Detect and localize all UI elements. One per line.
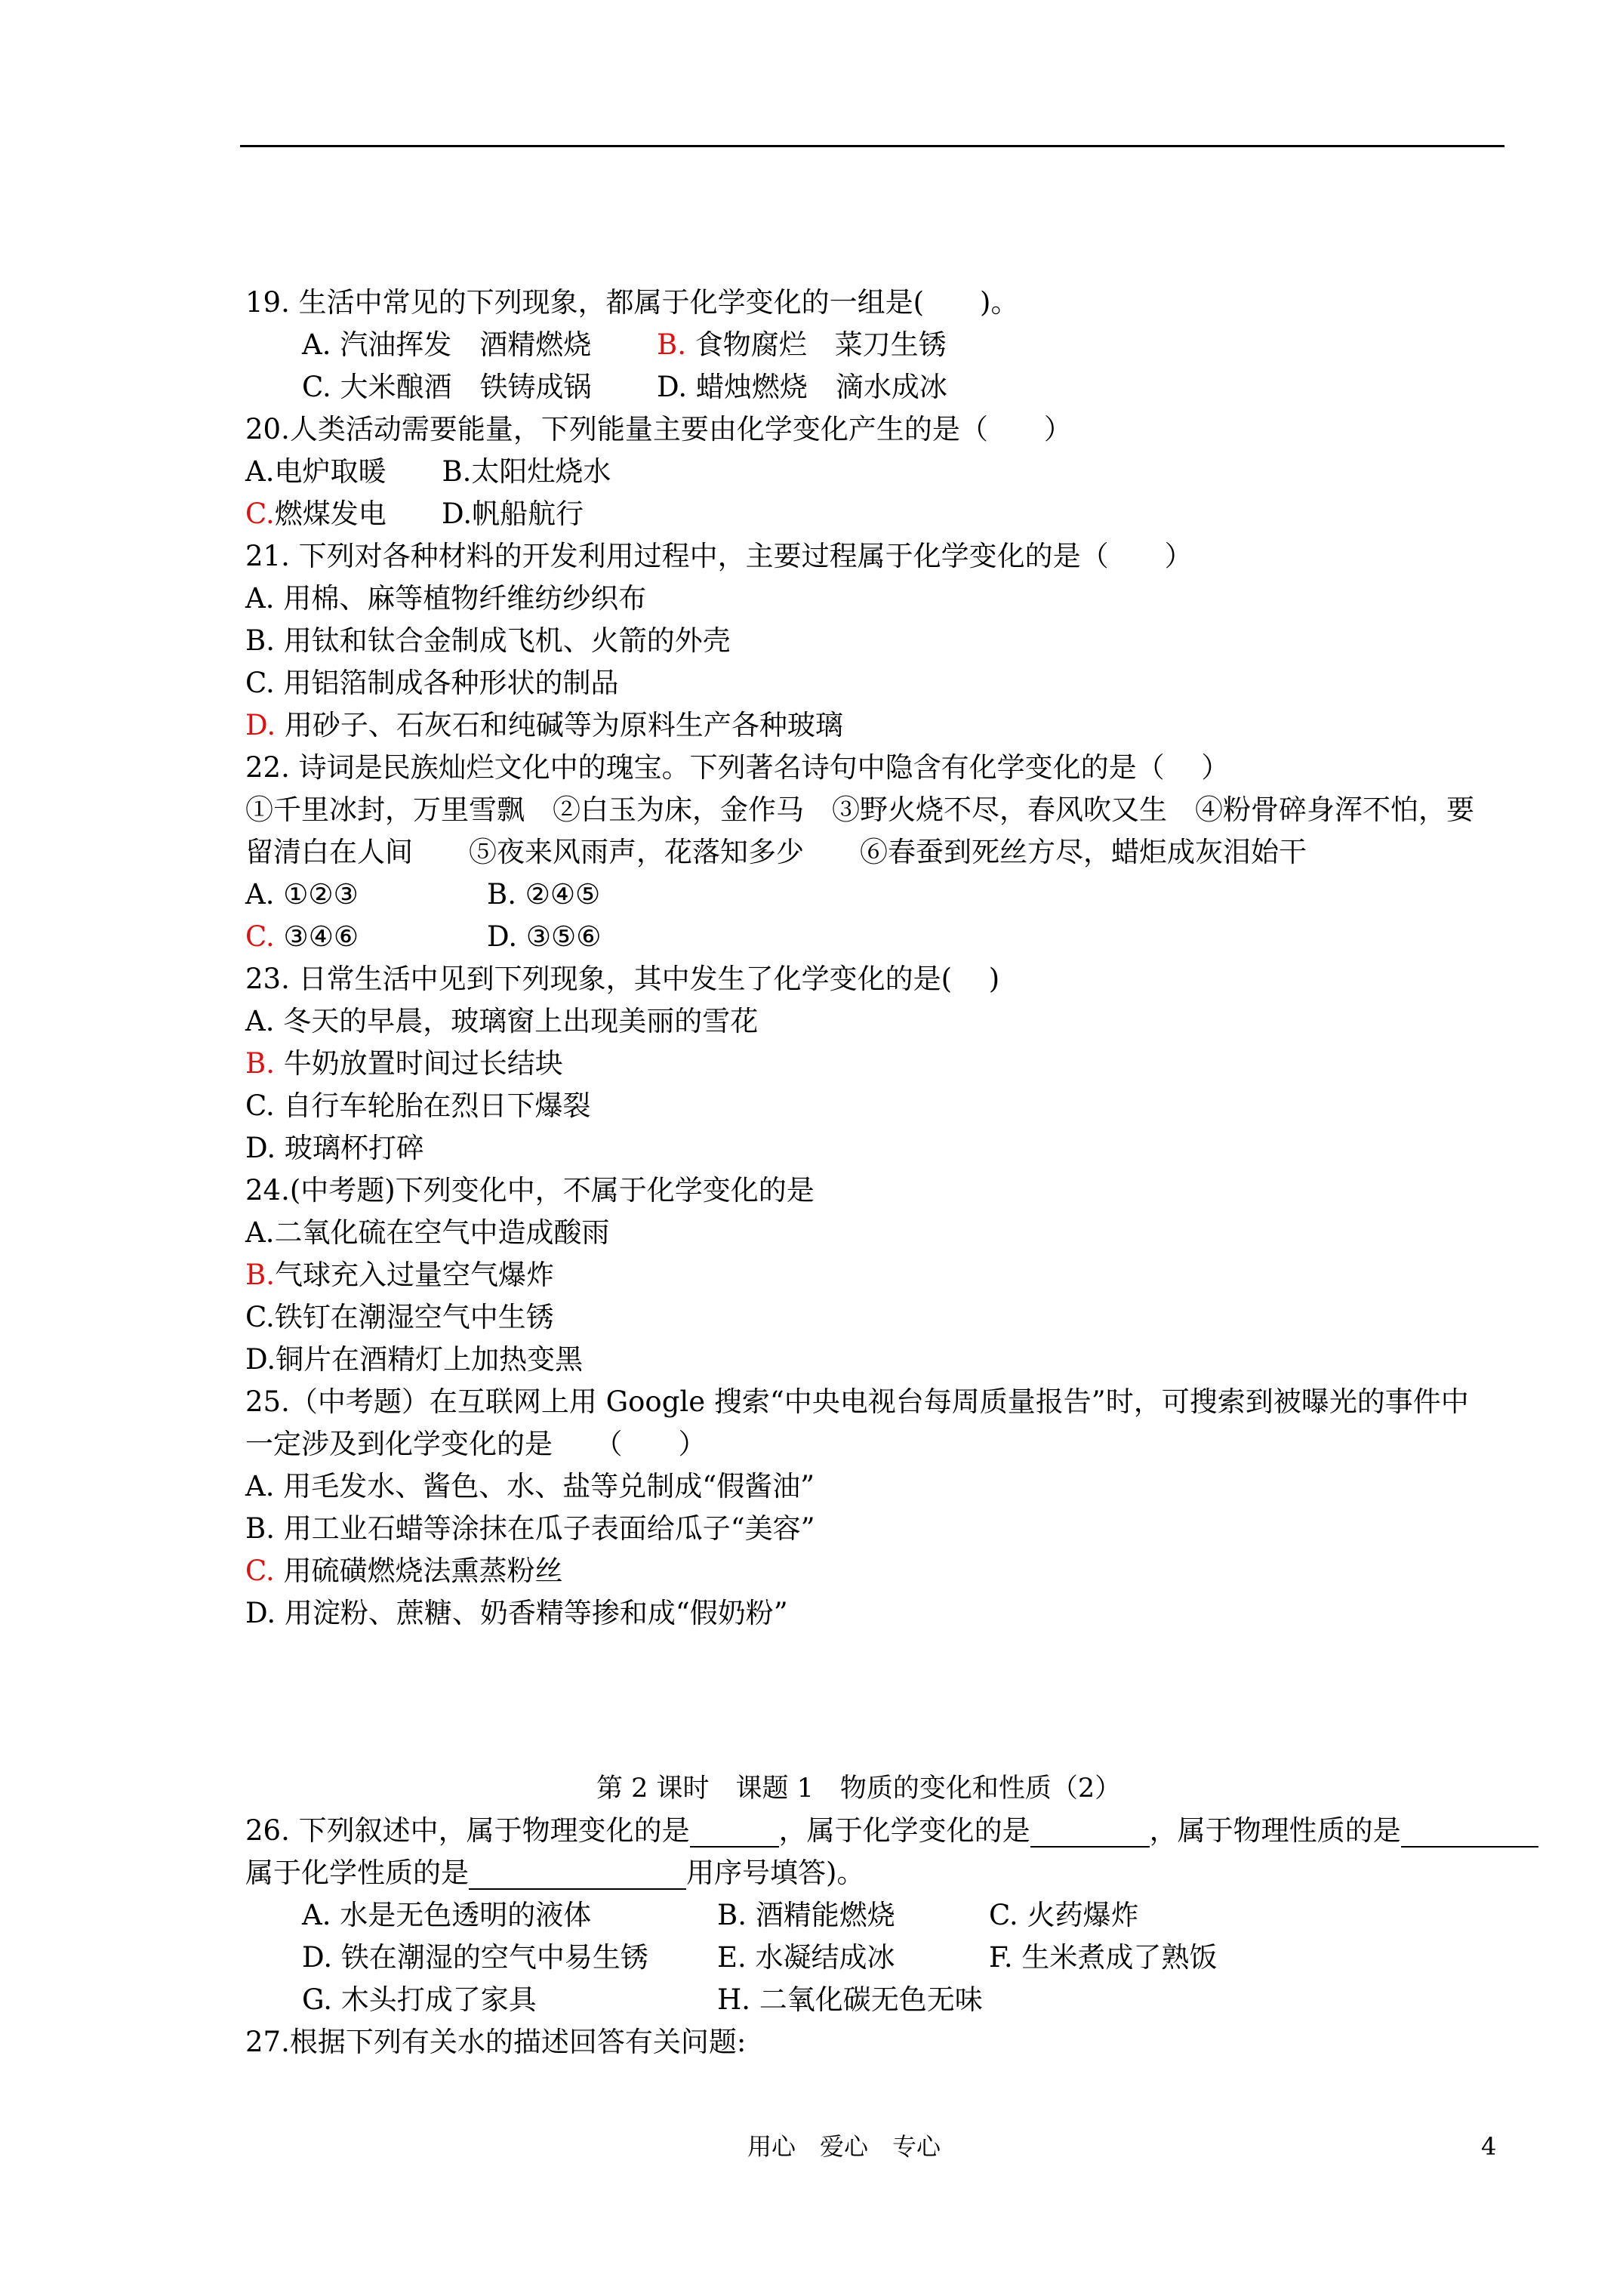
q26-option-b: B. 酒精能燃烧 bbox=[717, 1899, 895, 1931]
q23-option-a: A. 冬天的早晨，玻璃窗上出现美丽的雪花 bbox=[245, 1005, 759, 1037]
q21-option-d: D. 用砂子、石灰石和纯碱等为原料生产各种玻璃 bbox=[245, 709, 843, 741]
q26-stem-line1: 26. 下列叙述中，属于物理变化的是 ，属于化学变化的是 ，属于物理性质的是 bbox=[245, 1814, 1538, 1848]
q24-option-a: A.二氧化硫在空气中造成酸雨 bbox=[245, 1216, 610, 1249]
q20-option-c: C.燃煤发电 bbox=[245, 498, 387, 530]
answer-mark: C. bbox=[245, 498, 275, 530]
q26-option-c: C. 火药爆炸 bbox=[989, 1899, 1139, 1931]
q25-stem-line1: 25.（中考题）在互联网上用 Google 搜索“中央电视台每周质量报告”时，可搜索到被曝光的事件中 bbox=[245, 1385, 1469, 1418]
q22-option-c: C. ③④⑥ bbox=[245, 920, 359, 953]
q24-stem: 24.(中考题)下列变化中，不属于化学变化的是 bbox=[245, 1174, 815, 1207]
q21-option-c: C. 用铝箔制成各种形状的制品 bbox=[245, 667, 619, 699]
q23-option-d: D. 玻璃杯打碎 bbox=[245, 1132, 424, 1164]
q20-stem: 20.人类活动需要能量，下列能量主要由化学变化产生的是（ ） bbox=[245, 413, 1072, 445]
page-number: 4 bbox=[1481, 2132, 1497, 2161]
q21-option-a: A. 用棉、麻等植物纤维纺纱织布 bbox=[245, 582, 647, 615]
q27-stem: 27.根据下列有关水的描述回答有关问题: bbox=[245, 2026, 747, 2058]
q22-option-b: B. ②④⑤ bbox=[487, 878, 601, 911]
q25-option-d: D. 用淀粉、蔗糖、奶香精等掺和成“假奶粉” bbox=[245, 1597, 788, 1629]
q23-option-b: B. 牛奶放置时间过长结块 bbox=[245, 1047, 563, 1080]
q26-option-h: H. 二氧化碳无色无味 bbox=[717, 1983, 983, 2016]
q19-option-d: D. 蜡烛燃烧 滴水成冰 bbox=[657, 371, 947, 403]
q26-option-d: D. 铁在潮湿的空气中易生锈 bbox=[302, 1941, 648, 1974]
q26-option-f: F. 生米煮成了熟饭 bbox=[989, 1941, 1218, 1974]
fill-blank bbox=[469, 1863, 686, 1890]
fill-blank bbox=[690, 1820, 779, 1848]
fill-blank bbox=[1401, 1820, 1538, 1848]
q20-option-d: D.帆船航行 bbox=[442, 498, 584, 530]
answer-mark: B. bbox=[245, 1259, 275, 1291]
q21-stem: 21. 下列对各种材料的开发利用过程中，主要过程属于化学变化的是（ ） bbox=[245, 540, 1193, 572]
answer-mark: B. bbox=[245, 1047, 275, 1080]
q22-option-a: A. ①②③ bbox=[245, 878, 359, 911]
q24-option-b: B.气球充入过量空气爆炸 bbox=[245, 1259, 554, 1291]
q22-poems-line2: 留清白在人间 ⑤夜来风雨声，花落知多少 ⑥春蚕到死丝方尽，蜡炬成灰泪始干 bbox=[245, 836, 1307, 868]
q26-stem-line2: 属于化学性质的是 用序号填答)。 bbox=[245, 1857, 865, 1889]
answer-mark: D. bbox=[245, 709, 276, 741]
answer-mark: B. bbox=[657, 328, 686, 361]
answer-mark: C. bbox=[245, 1555, 275, 1587]
q22-stem: 22. 诗词是民族灿烂文化中的瑰宝。下列著名诗句中隐含有化学变化的是（ ） bbox=[245, 751, 1230, 784]
q19-option-a: A. 汽油挥发 酒精燃烧 bbox=[302, 328, 592, 361]
q26-option-g: G. 木头打成了家具 bbox=[302, 1983, 537, 2016]
q21-option-b: B. 用钛和钛合金制成飞机、火箭的外壳 bbox=[245, 624, 731, 657]
q25-option-c: C. 用硫磺燃烧法熏蒸粉丝 bbox=[245, 1555, 563, 1587]
fill-blank bbox=[1030, 1820, 1150, 1848]
q24-option-c: C.铁钉在潮湿空气中生锈 bbox=[245, 1301, 554, 1333]
q19-option-b: B. 食物腐烂 菜刀生锈 bbox=[657, 328, 947, 361]
q26-option-e: E. 水凝结成冰 bbox=[717, 1941, 895, 1974]
q20-options-ab: A.电炉取暖 B.太阳灶烧水 bbox=[245, 455, 611, 488]
q19-option-c: C. 大米酿酒 铁铸成锅 bbox=[302, 371, 592, 403]
q25-option-b: B. 用工业石蜡等涂抹在瓜子表面给瓜子“美容” bbox=[245, 1512, 815, 1545]
q25-option-a: A. 用毛发水、酱色、水、盐等兑制成“假酱油” bbox=[245, 1470, 815, 1502]
q26-option-a: A. 水是无色透明的液体 bbox=[302, 1899, 592, 1931]
header-rule bbox=[240, 145, 1504, 147]
q19-stem: 19. 生活中常见的下列现象，都属于化学变化的一组是( )。 bbox=[245, 286, 1019, 319]
answer-mark: C. bbox=[245, 920, 275, 953]
footer-motto: 用心 爱心 专心 bbox=[747, 2132, 941, 2161]
q23-stem: 23. 日常生活中见到下列现象，其中发生了化学变化的是( ) bbox=[245, 963, 1000, 995]
q24-option-d: D.铜片在酒精灯上加热变黑 bbox=[245, 1343, 584, 1376]
q22-poems-line1: ①千里冰封，万里雪飘 ②白玉为床，金作马 ③野火烧不尽，春风吹又生 ④粉骨碎身浑不怕，要 bbox=[245, 794, 1474, 826]
q22-option-d: D. ③⑤⑥ bbox=[487, 920, 602, 953]
q25-stem-line2: 一定涉及到化学变化的是 （ ） bbox=[245, 1428, 707, 1460]
q23-option-c: C. 自行车轮胎在烈日下爆裂 bbox=[245, 1089, 591, 1122]
section-title: 第 2 课时 课题 1 物质的变化和性质（2） bbox=[596, 1774, 1122, 1804]
